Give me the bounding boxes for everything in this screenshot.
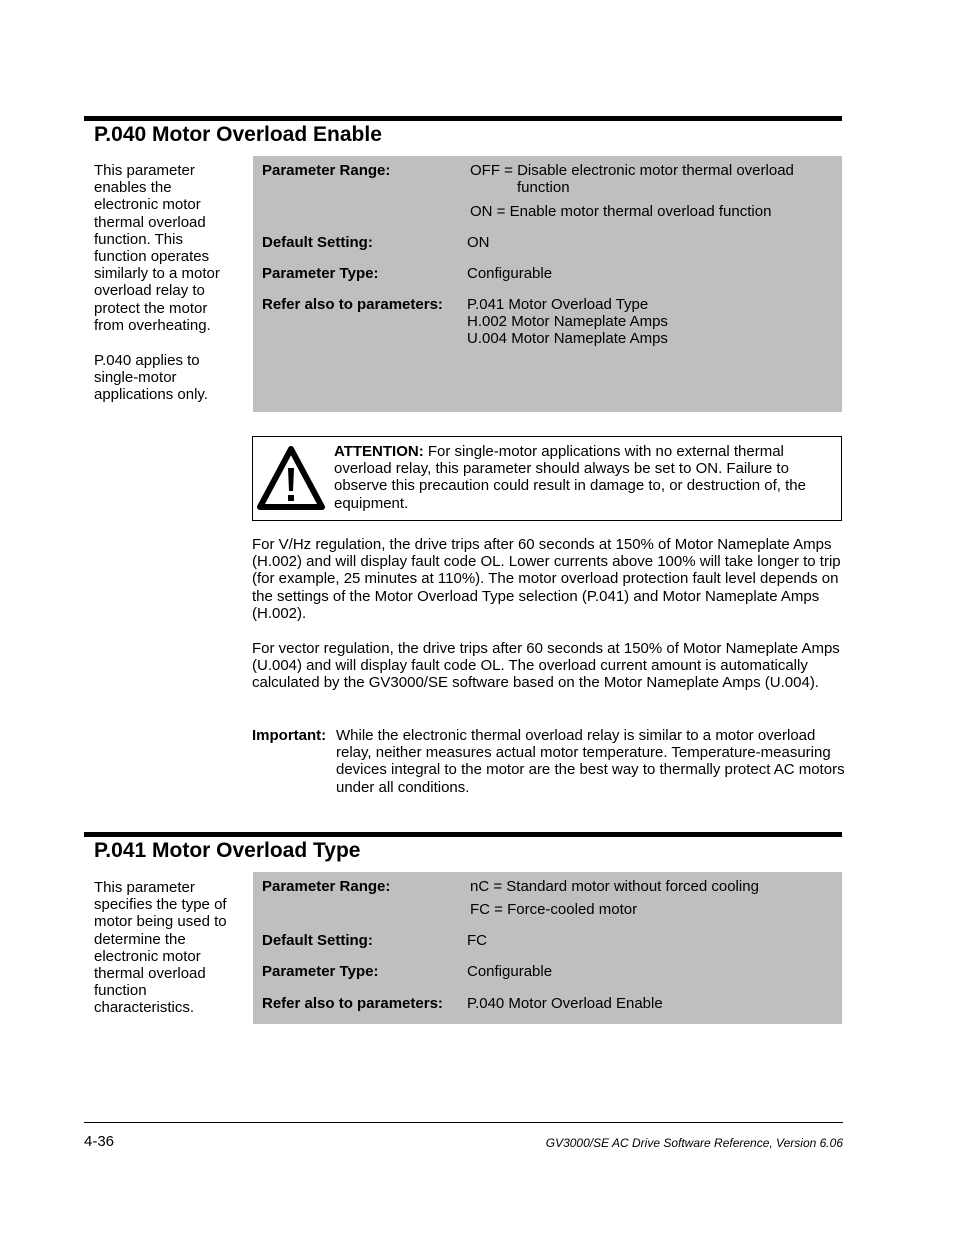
p040-description (94, 162, 239, 422)
section-title-p040: P.040 Motor Overload Enable (94, 123, 382, 146)
p040-parameter-table (253, 156, 842, 412)
p041-description (94, 879, 236, 1035)
range-value-fc: FC = Force-cooled motor (470, 901, 638, 918)
range-label: Parameter Range: (262, 878, 391, 895)
default-value: ON (467, 234, 490, 251)
refer-values (467, 296, 668, 348)
p040-description-text: This parameter enables the electronic motor thermal overload function. This function operates similarly to a motor overload relay to protect the motor from overheating. (94, 162, 220, 334)
default-value: FC (467, 932, 487, 949)
p041-description-text: This parameter specifies the type of motor being used to determine the electronic motor thermal overload function characteristics. (94, 879, 227, 1017)
important-text: While the electronic thermal overload relay is similar to a motor overload relay, neither measures actual motor temperature. Temperature-measuring devices integral to the motor are the best way to thermally protect AC motors under all conditions. (336, 727, 845, 796)
vhz-regulation-paragraph: For V/Hz regulation, the drive trips after 60 seconds at 150% of Motor Nameplate Amps (H.002) and will display fault code OL. Lower currents above 100% will take longer to trip (for example, 25 minutes at 110%). The motor overload protection fault level depends on the settings of the Motor Overload Type selection (P.041) and Motor Nameplate Amps (H.002). (252, 536, 841, 622)
range-value-on: ON = Enable motor thermal overload function (470, 203, 772, 220)
range-label: Parameter Range: (262, 162, 391, 179)
type-value: Configurable (467, 265, 553, 282)
footer-document-title: GV3000/SE AC Drive Software Reference, Version 6.06 (545, 1136, 843, 1150)
attention-text: For single-motor applications with no external thermal overload relay, this parameter should always be set to ON. Failure to observe this precaution could result in damage to, or destruction of, the equipment. (334, 443, 806, 512)
range-off-line: OFF = Disable electronic motor thermal overload (470, 162, 794, 179)
refer-p041: P.041 Motor Overload Type (467, 296, 649, 313)
p040-applies-note: P.040 applies to single-motor applications only. (94, 352, 208, 404)
type-label: Parameter Type: (262, 265, 379, 282)
range-value-off (470, 162, 794, 196)
refer-u004: U.004 Motor Nameplate Amps (467, 330, 668, 348)
range-off-cont: function (517, 179, 570, 197)
footer-rule (84, 1122, 843, 1123)
refer-label: Refer also to parameters: (262, 995, 443, 1012)
refer-label: Refer also to parameters: (262, 296, 443, 313)
refer-h002: H.002 Motor Nameplate Amps (467, 313, 668, 331)
attention-label: ATTENTION: (334, 443, 424, 460)
refer-p040: P.040 Motor Overload Enable (467, 995, 663, 1012)
section-rule (84, 832, 842, 837)
vector-regulation-paragraph: For vector regulation, the drive trips after 60 seconds at 150% of Motor Nameplate Amps (U.004) and will display fault code OL. The overload current amount is automatically calculated by the GV3000/SE software based on the Motor Nameplate Amps (U.004). (252, 640, 840, 692)
section-title-p041: P.041 Motor Overload Type (94, 839, 361, 862)
type-value: Configurable (467, 963, 553, 980)
attention-box (252, 436, 842, 521)
page-number: 4-36 (84, 1133, 115, 1150)
warning-triangle-icon (257, 445, 325, 511)
default-label: Default Setting: (262, 234, 373, 251)
attention-message (334, 443, 834, 512)
range-value-nc: nC = Standard motor without forced cooling (470, 878, 759, 895)
important-label: Important: (252, 727, 327, 744)
p041-parameter-table (253, 872, 842, 1024)
section-rule (84, 116, 842, 121)
type-label: Parameter Type: (262, 963, 379, 980)
default-label: Default Setting: (262, 932, 373, 949)
